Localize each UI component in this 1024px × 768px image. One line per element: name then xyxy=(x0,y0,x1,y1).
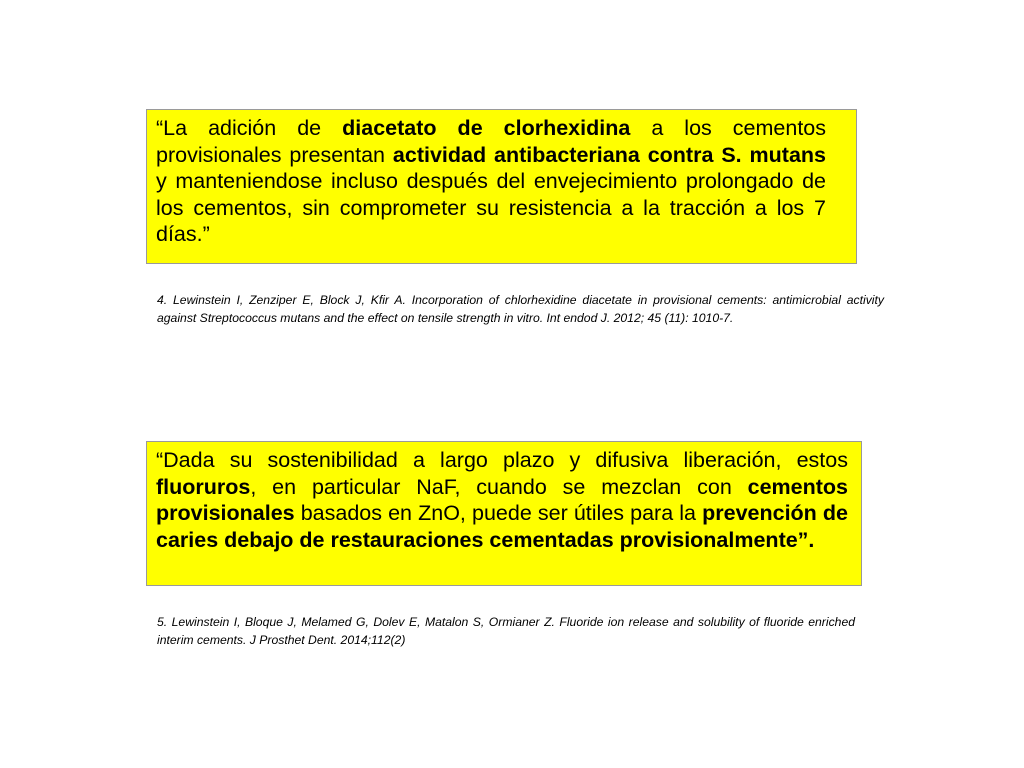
quote-emphasis: prevención de caries debajo de restauraciones cementadas provisionalmente”. xyxy=(156,501,849,552)
quote-box-fluoride xyxy=(146,441,862,586)
quote-segment: “La adición de xyxy=(156,116,343,140)
quote-text-fluoride xyxy=(156,447,848,553)
quote-emphasis: actividad antibacteriana contra S. mutans xyxy=(392,142,826,167)
quote-emphasis: fluoruros xyxy=(156,474,251,499)
quote-segment: basados en ZnO, puede ser útiles para la xyxy=(294,501,703,525)
quote-segment: , en particular NaF, cuando se mezclan con xyxy=(250,474,748,499)
quote-segment: a los cementos provisionales presentan xyxy=(156,116,826,167)
reference-citation-5: 5. Lewinstein I, Bloque J, Melamed G, Dolev E, Matalon S, Ormianer Z. Fluoride ion release and solubility of fluoride enriched interim cements. J Prosthet Dent. 2014;112(2) xyxy=(157,615,855,647)
quote-segment: y manteniendose incluso después del envejecimiento prolongado de los cementos, sin comprometer su resistencia a la tracción a los 7 días.” xyxy=(156,169,826,246)
quote-emphasis: cementos provisionales xyxy=(156,474,848,525)
quote-emphasis: diacetato de clorhexidina xyxy=(342,116,631,140)
quote-segment: “Dada su sostenibilidad a largo plazo y difusiva liberación, estos xyxy=(156,448,848,472)
quote-text-chlorhexidine xyxy=(156,115,826,248)
reference-citation-4: 4. Lewinstein I, Zenziper E, Block J, Kfir A. Incorporation of chlorhexidine diacetate in provisional cements: antimicrobial activity against Streptococcus mutans and the effect on tensile strength in vitro. Int endod J. 2012; 45 (11): 1010-7. xyxy=(157,293,884,325)
quote-box-chlorhexidine xyxy=(146,109,857,264)
